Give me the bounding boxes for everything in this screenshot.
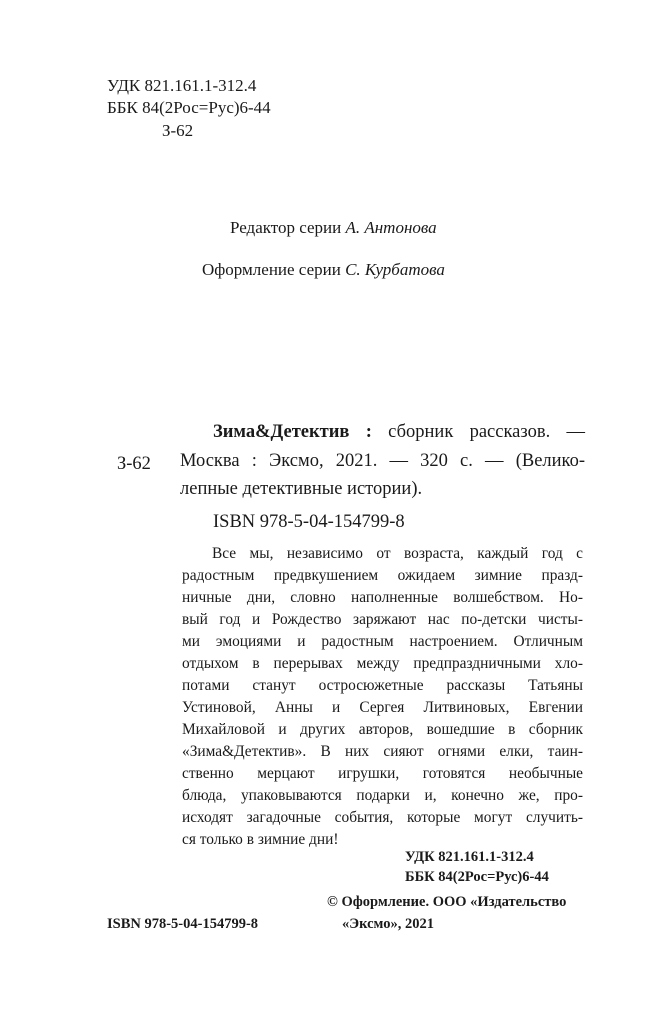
copyright-line-2: «Эксмо», 2021 [342, 916, 434, 932]
annotation-line: отдыхом в перерывах между предпраздничными хло- [182, 655, 583, 672]
annotation-line: ся только в зимние дни! [182, 831, 339, 848]
annotation-line: ничные дни, словно наполненные волшебством. Но- [182, 589, 583, 606]
annotation-line: ственно мерцают игрушки, готовятся необычные [182, 765, 583, 782]
annotation-line: «Зима&Детектив». В них сияют огнями елки, таин- [182, 743, 583, 760]
annotation-line: вый год и Рождество заряжают нас по-детски чисты- [182, 611, 583, 628]
annotation-line: потами станут остросюжетные рассказы Татьяны [182, 677, 583, 694]
copyright-line-1: © Оформление. ООО «Издательство [327, 894, 567, 910]
series-editor [230, 219, 437, 236]
annotation-line: Устиновой, Анны и Сергея Литвиновых, Евгении [182, 699, 583, 716]
annotation-line: блюда, упаковываются подарки и, конечно же, про- [182, 787, 583, 804]
entry-line-1 [213, 423, 585, 442]
author-code-header: З-62 [162, 121, 194, 140]
series-designer-name: С. Курбатова [345, 260, 445, 279]
entry-line-2: Москва : Эксмо, 2021. — 320 с. — (Велико- [180, 451, 585, 471]
entry-isbn: ISBN 978-5-04-154799-8 [213, 512, 405, 532]
udk-footer: УДК 821.161.1-312.4 [405, 849, 534, 865]
udk-header: УДК 821.161.1-312.4 [107, 76, 257, 95]
series-editor-role: Редактор серии [230, 218, 342, 237]
isbn-footer: ISBN 978-5-04-154799-8 [107, 916, 259, 932]
annotation-line: ми эмоциями и радостным настроением. Отличным [182, 633, 583, 650]
annotation-line: Все мы, независимо от возраста, каждый год с [212, 545, 583, 562]
annotation-line: исходят загадочные события, которые могут случить- [182, 809, 583, 826]
series-design-role: Оформление серии [202, 260, 341, 279]
book-title: Зима&Детектив : [213, 422, 372, 442]
entry-line-3: лепные детективные истории). [180, 479, 423, 499]
annotation-line: Михайловой и других авторов, вошедшие в сборник [182, 721, 583, 738]
bbk-header: ББК 84(2Рос=Рус)6-44 [107, 98, 271, 117]
series-design [202, 261, 445, 278]
annotation-line: радостным предвкушением ожидаем зимние празд- [182, 567, 583, 584]
entry-line-1-rest: сборник рассказов. — [388, 422, 585, 442]
bbk-footer: ББК 84(2Рос=Рус)6-44 [405, 869, 549, 885]
series-editor-name: А. Антонова [345, 218, 437, 237]
entry-code: З-62 [117, 454, 151, 474]
